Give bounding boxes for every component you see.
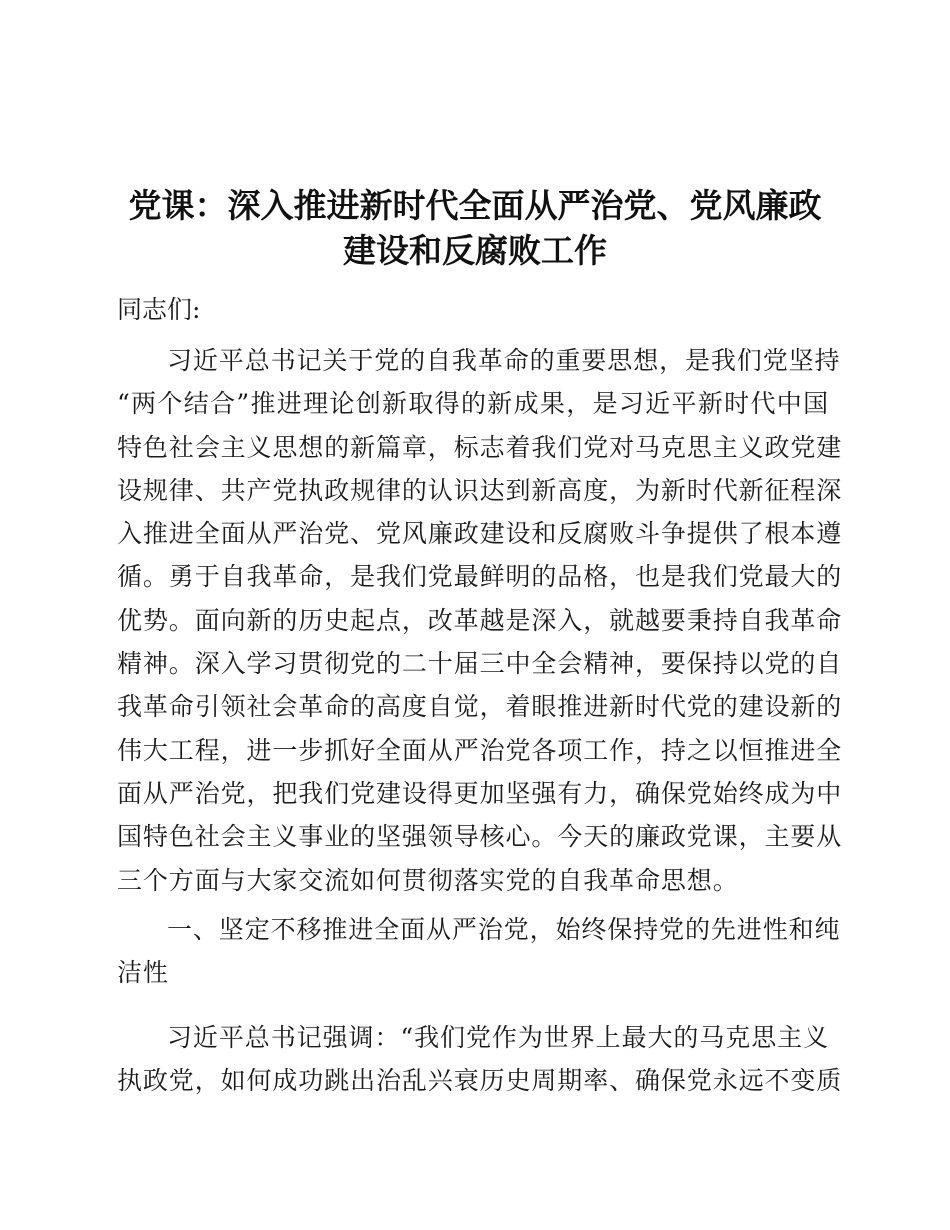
paragraph-line: 习近平总书记强调：“我们党作为世界上最大的马克思主义 [167,1023,829,1052]
paragraph-line: 国特色社会主义事业的坚强领导核心。今天的廉政党课，主要从 [117,822,843,852]
paragraph-line: 设规律、共产党执政规律的认识达到新高度，为新时代新征程深 [117,475,843,505]
paragraph-line: 三个方面与大家交流如何贯彻落实党的自我革命思想。 [117,865,739,895]
paragraph-line: 优势。面向新的历史起点，改革越是深入，就越要秉持自我革命 [117,605,843,635]
document-title-line-1: 党课：深入推进新时代全面从严治党、党风廉政 [128,186,822,225]
document-title-line-2: 建设和反腐败工作 [343,231,607,270]
heading-line: 洁性 [117,958,169,988]
paragraph-line: 特色社会主义思想的新篇章，标志着我们党对马克思主义政党建 [117,432,843,462]
paragraph-line: “两个结合”推进理论创新取得的新成果，是习近平新时代中国 [117,389,829,419]
section-heading-1 [117,908,841,995]
paragraph-line: 精神。深入学习贯彻党的二十届三中全会精神，要保持以党的自 [117,649,843,679]
salutation: 同志们: [117,295,201,324]
paragraph-2 [117,1016,843,1103]
paragraph-line: 我革命引领社会革命的高度自觉，着眼推进新时代党的建设新的 [117,692,843,722]
paragraph-1 [117,339,843,902]
paragraph-line: 执政党，如何成功跳出治乱兴衰历史周期率、确保党永远不变质 [117,1066,843,1096]
heading-line: 一、坚定不移推进全面从严治党，始终保持党的先进性和纯 [167,915,841,944]
paragraph-line: 伟大工程，进一步抓好全面从严治党各项工作，持之以恒推进全 [117,735,843,765]
paragraph-line: 面从严治党，把我们党建设得更加坚强有力，确保党始终成为中 [117,778,843,808]
paragraph-line: 入推进全面从严治党、党风廉政建设和反腐败斗争提供了根本遵 [117,519,843,549]
paragraph-line: 习近平总书记关于党的自我革命的重要思想，是我们党坚持 [167,346,841,375]
paragraph-line: 循。勇于自我革命，是我们党最鲜明的品格，也是我们党最大的 [117,562,843,592]
